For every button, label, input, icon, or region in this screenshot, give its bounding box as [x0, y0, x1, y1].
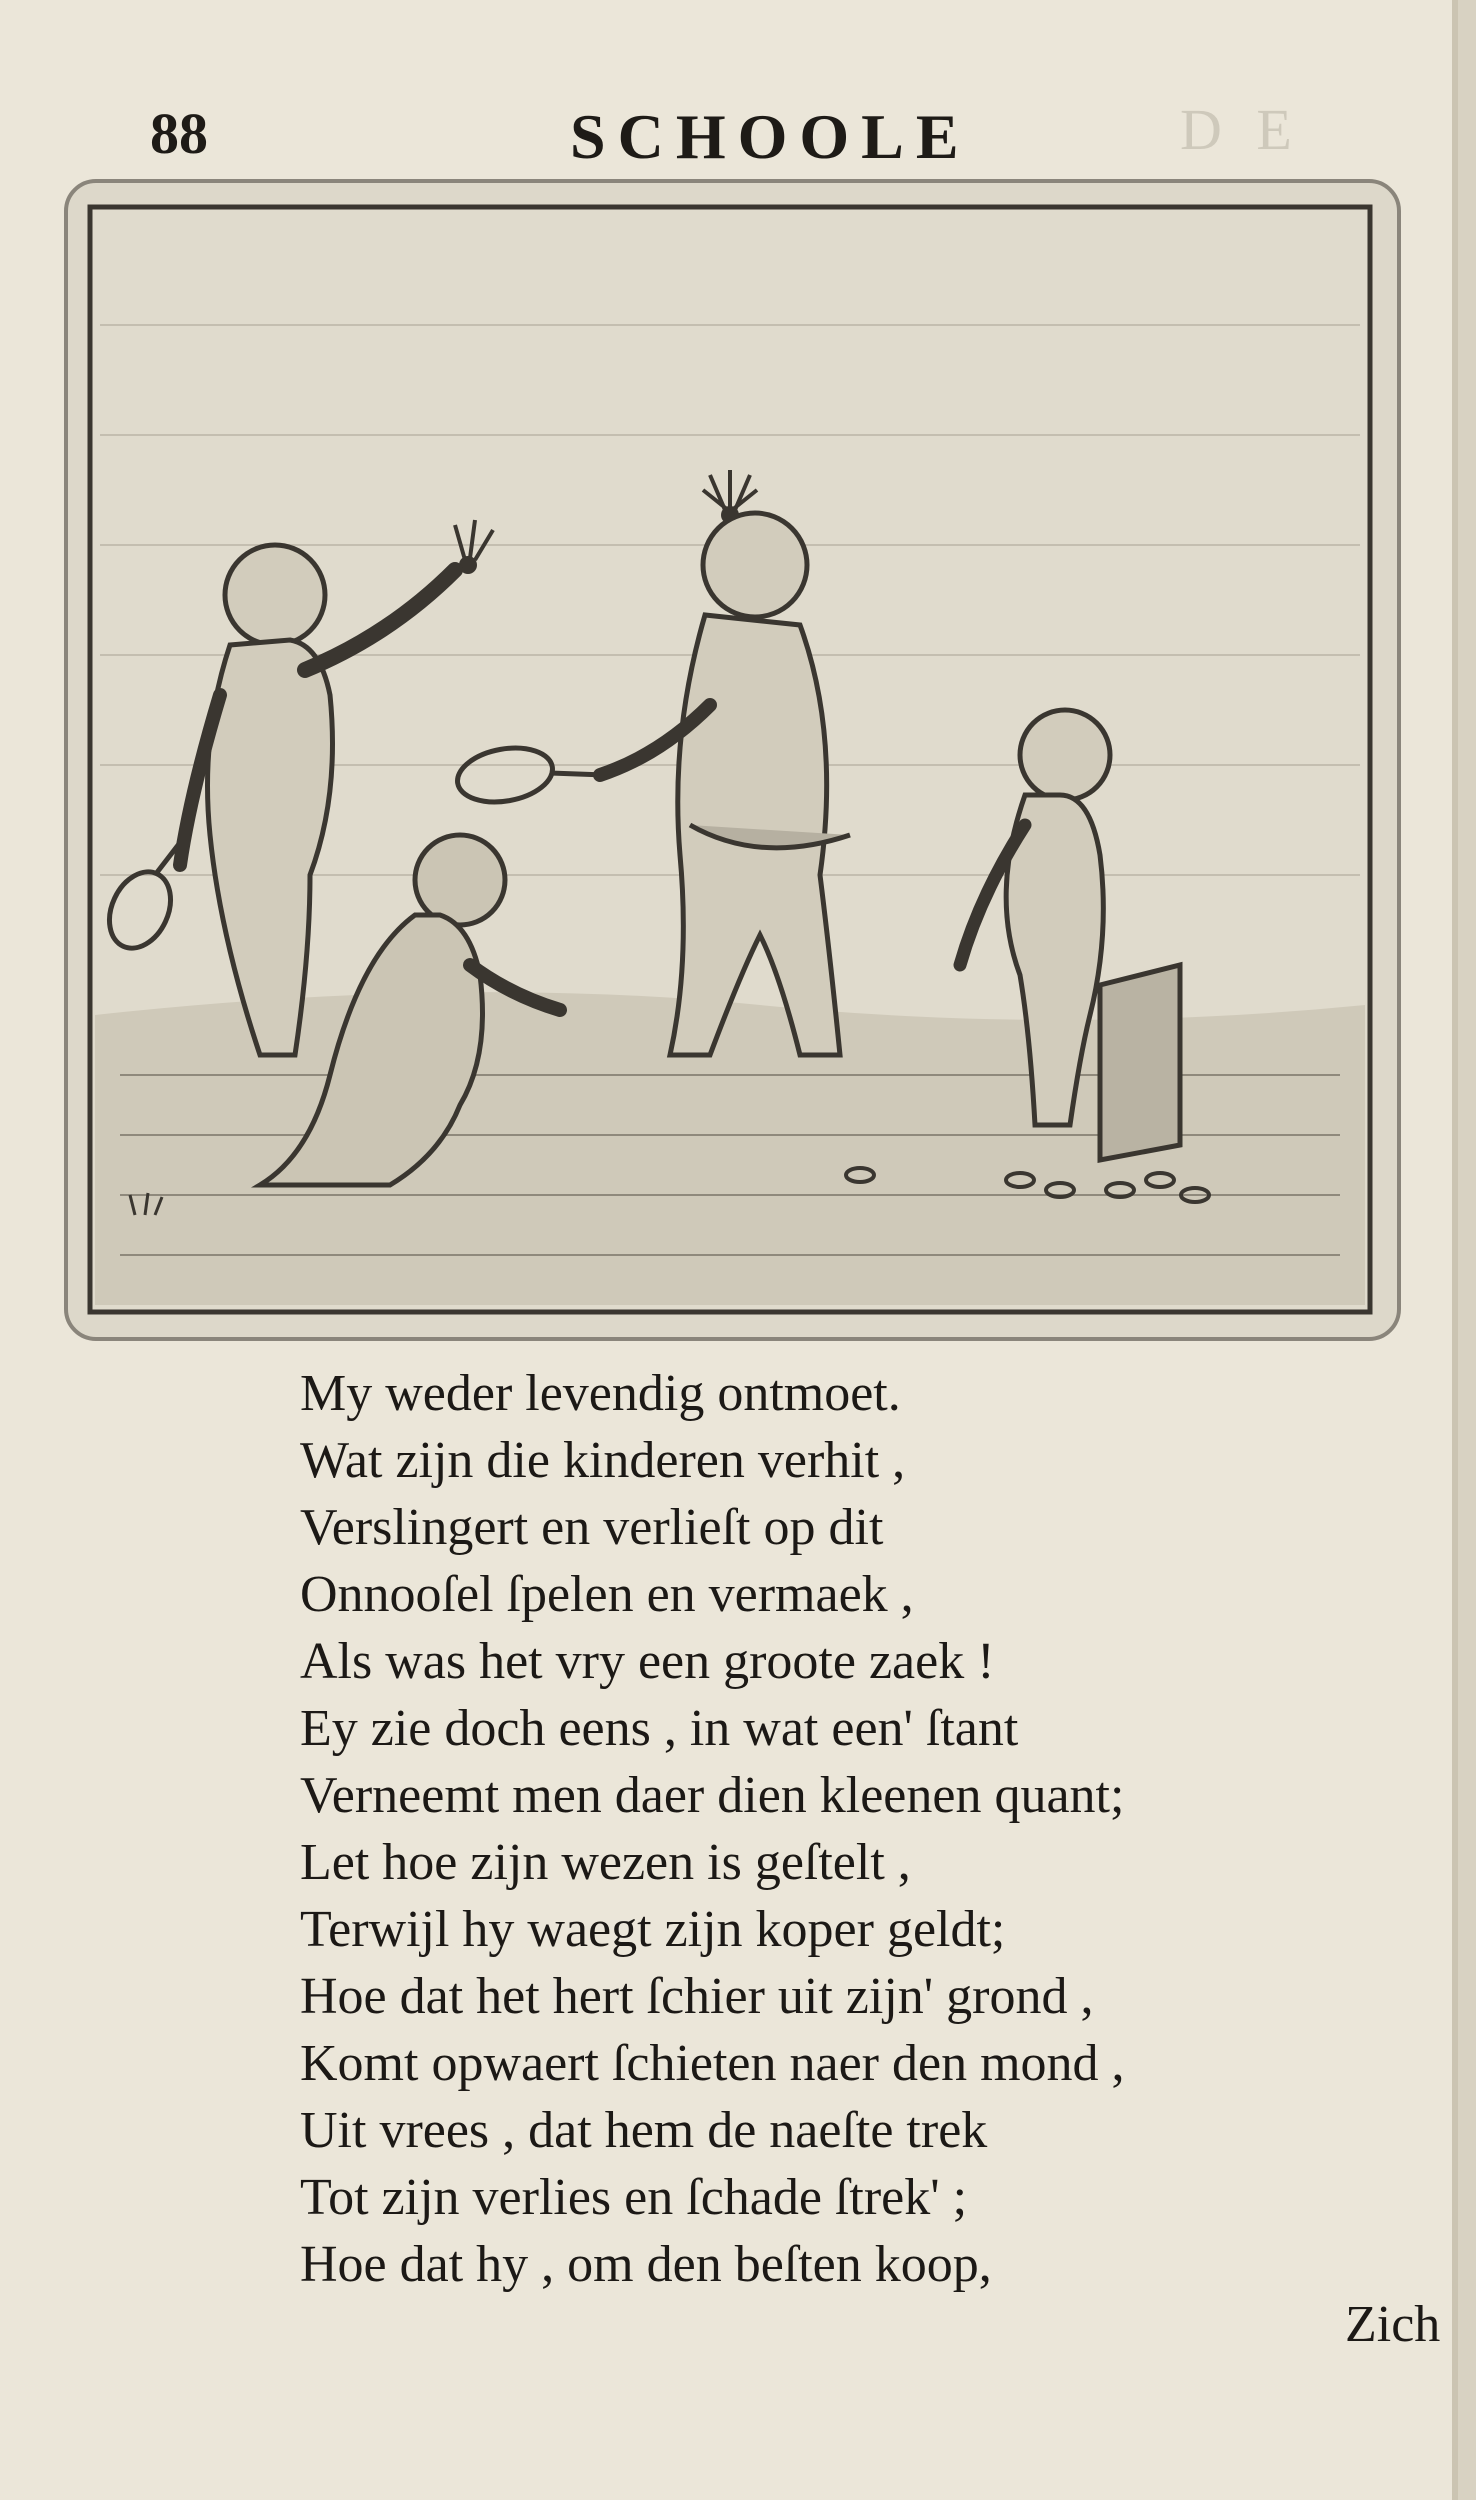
verse-line: Hoe dat het hert ſchier uit zijn' grond , — [300, 1968, 1094, 2025]
bench — [1100, 965, 1180, 1160]
page-number: 88 — [150, 101, 208, 166]
verse-line: Wat zijn die kinderen verhit , — [300, 1432, 906, 1489]
verse-line: Als was het vry een groote zaek ! — [300, 1633, 995, 1690]
verse-line: Onnooſel ſpelen en vermaek , — [300, 1566, 914, 1623]
show-through-text: D E — [1180, 97, 1302, 162]
verse-text — [300, 1360, 1125, 2298]
verse-line: Hoe dat hy , om den beſten koop, — [300, 2236, 992, 2293]
verse-line: Uit vrees , dat hem de naeſte trek — [300, 2102, 988, 2159]
engraving-illustration — [60, 175, 1405, 1345]
verse-line: Let hoe zijn wezen is geſtelt , — [300, 1834, 911, 1891]
page-header — [0, 100, 1452, 180]
catchword: Zich — [1345, 2296, 1441, 2353]
verse-line: Verneemt men daer dien kleenen quant; — [300, 1767, 1125, 1824]
running-head: SCHOOLE — [570, 101, 971, 172]
verse-line: Ey zie doch eens , in wat een' ſtant — [300, 1700, 1019, 1757]
verse-line: Tot zijn verlies en ſchade ſtrek' ; — [300, 2169, 968, 2226]
engraving-svg — [60, 175, 1405, 1345]
verse-line: Verslingert en verlieſt op dit — [300, 1499, 884, 1556]
verse-line: Komt opwaert ſchieten naer den mond , — [300, 2035, 1125, 2092]
verse-line: Terwijl hy waegt zijn koper geldt; — [300, 1901, 1006, 1958]
verse-line: My weder levendig ontmoet. — [300, 1365, 901, 1422]
